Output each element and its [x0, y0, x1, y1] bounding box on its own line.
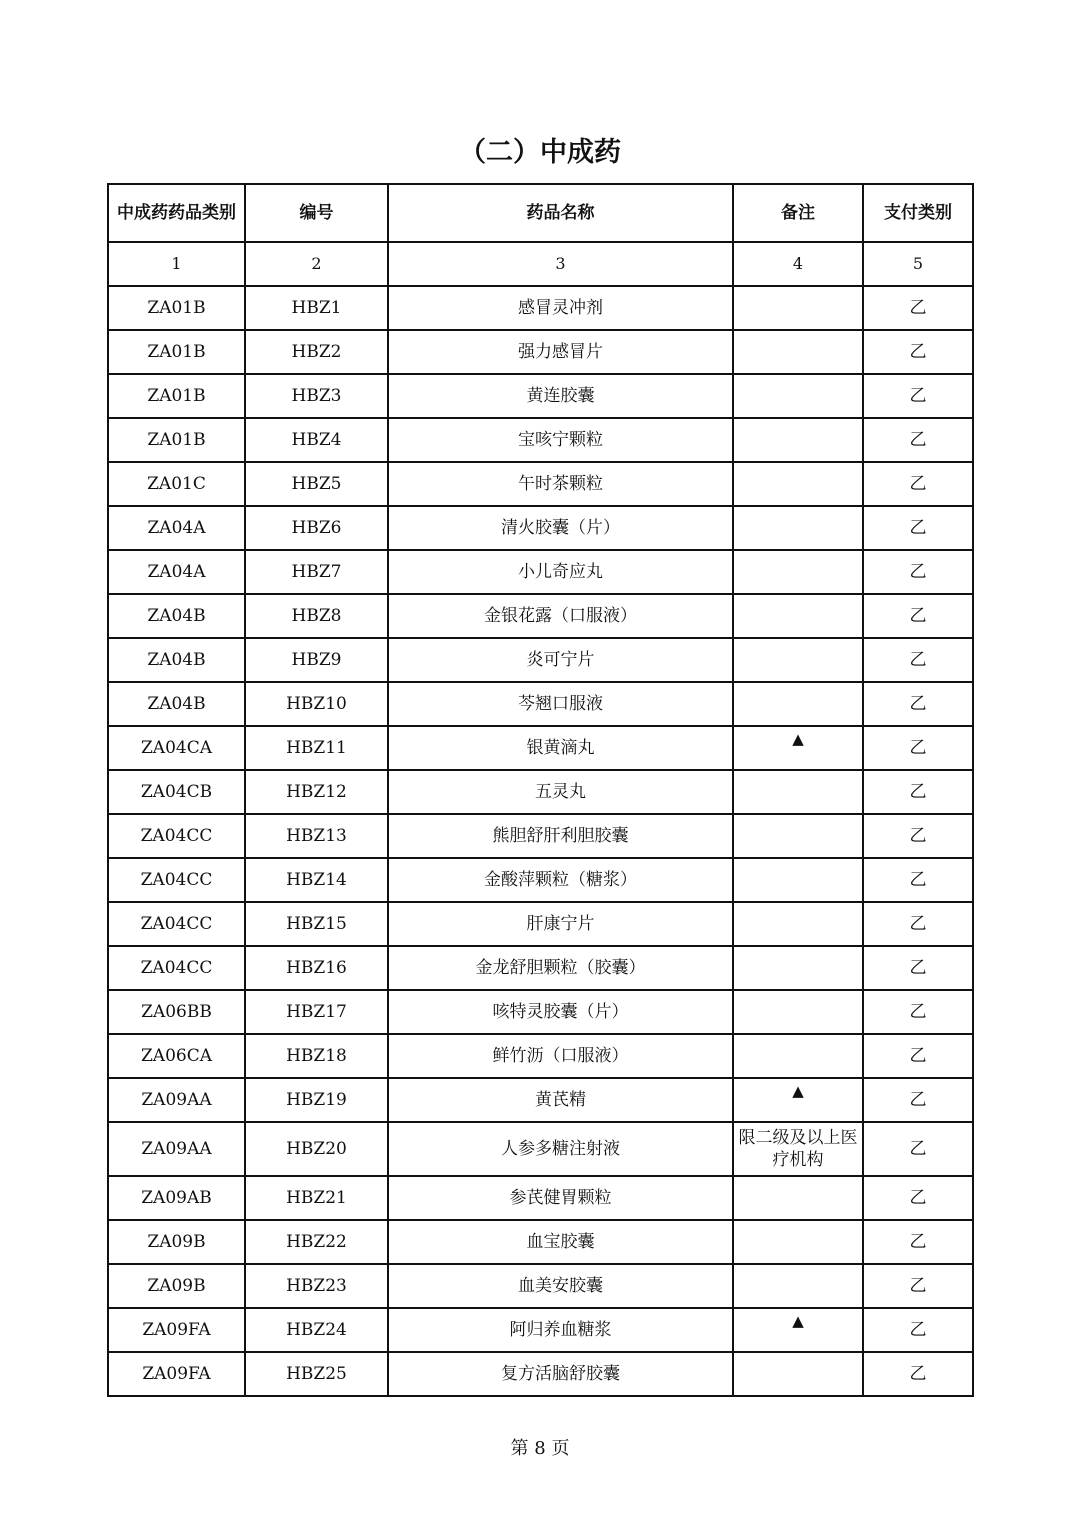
table-row — [108, 1264, 973, 1308]
table-row — [108, 1220, 973, 1264]
category-cell: ZA06BB — [108, 990, 245, 1034]
payment-type-cell: 乙 — [863, 418, 973, 462]
code-cell: HBZ12 — [245, 770, 388, 814]
header-row — [108, 184, 973, 242]
category-cell: ZA04A — [108, 550, 245, 594]
note-cell — [733, 330, 863, 374]
category-cell: ZA09B — [108, 1220, 245, 1264]
code-cell: HBZ13 — [245, 814, 388, 858]
note-cell — [733, 726, 863, 770]
payment-type-cell: 乙 — [863, 1308, 973, 1352]
drug-name-cell: 人参多糖注射液 — [388, 1122, 733, 1176]
column-number: 1 — [108, 242, 245, 286]
note-cell — [733, 550, 863, 594]
drug-name-cell: 芩翘口服液 — [388, 682, 733, 726]
note-cell — [733, 374, 863, 418]
note-cell — [733, 418, 863, 462]
drug-name-cell: 小儿奇应丸 — [388, 550, 733, 594]
table-row — [108, 1034, 973, 1078]
table-row — [108, 594, 973, 638]
column-number: 2 — [245, 242, 388, 286]
category-cell: ZA04CC — [108, 946, 245, 990]
category-cell: ZA09AA — [108, 1078, 245, 1122]
code-cell: HBZ22 — [245, 1220, 388, 1264]
payment-type-cell: 乙 — [863, 726, 973, 770]
table-row — [108, 1078, 973, 1122]
code-cell: HBZ2 — [245, 330, 388, 374]
drug-name-cell: 血宝胶囊 — [388, 1220, 733, 1264]
drug-name-cell: 五灵丸 — [388, 770, 733, 814]
table-body — [108, 286, 973, 1396]
category-cell: ZA09AA — [108, 1122, 245, 1176]
category-cell: ZA04B — [108, 594, 245, 638]
code-cell: HBZ21 — [245, 1176, 388, 1220]
header-payment-type: 支付类别 — [863, 184, 973, 242]
note-cell — [733, 594, 863, 638]
drug-name-cell: 午时茶颗粒 — [388, 462, 733, 506]
table-row — [108, 418, 973, 462]
column-number: 5 — [863, 242, 973, 286]
drug-name-cell: 黄芪精 — [388, 1078, 733, 1122]
category-cell: ZA04CC — [108, 858, 245, 902]
code-cell: HBZ3 — [245, 374, 388, 418]
code-cell: HBZ20 — [245, 1122, 388, 1176]
category-cell: ZA04CC — [108, 902, 245, 946]
category-cell: ZA04CB — [108, 770, 245, 814]
code-cell: HBZ19 — [245, 1078, 388, 1122]
payment-type-cell: 乙 — [863, 770, 973, 814]
payment-type-cell: 乙 — [863, 506, 973, 550]
note-cell — [733, 990, 863, 1034]
category-cell: ZA01B — [108, 286, 245, 330]
table-row — [108, 506, 973, 550]
drug-name-cell: 复方活脑舒胶囊 — [388, 1352, 733, 1396]
note-cell — [733, 682, 863, 726]
payment-type-cell: 乙 — [863, 594, 973, 638]
table-row — [108, 374, 973, 418]
payment-type-cell: 乙 — [863, 638, 973, 682]
drug-name-cell: 宝咳宁颗粒 — [388, 418, 733, 462]
payment-type-cell: 乙 — [863, 990, 973, 1034]
payment-type-cell: 乙 — [863, 1352, 973, 1396]
payment-type-cell: 乙 — [863, 858, 973, 902]
drug-name-cell: 清火胶囊（片） — [388, 506, 733, 550]
table-row — [108, 330, 973, 374]
triangle-marker-icon: ▲ — [792, 1082, 804, 1100]
note-cell — [733, 1078, 863, 1122]
note-cell — [733, 858, 863, 902]
page-title: （二）中成药 — [459, 137, 621, 168]
category-cell: ZA04B — [108, 638, 245, 682]
category-cell: ZA01B — [108, 418, 245, 462]
header-code: 编号 — [245, 184, 388, 242]
payment-type-cell: 乙 — [863, 1034, 973, 1078]
code-cell: HBZ1 — [245, 286, 388, 330]
code-cell: HBZ24 — [245, 1308, 388, 1352]
category-cell: ZA01C — [108, 462, 245, 506]
note-cell — [733, 946, 863, 990]
table-row — [108, 550, 973, 594]
payment-type-cell: 乙 — [863, 1122, 973, 1176]
drug-name-cell: 金龙舒胆颗粒（胶囊） — [388, 946, 733, 990]
note-cell — [733, 1220, 863, 1264]
table-row — [108, 858, 973, 902]
payment-type-cell: 乙 — [863, 814, 973, 858]
drug-name-cell: 咳特灵胶囊（片） — [388, 990, 733, 1034]
note-cell — [733, 1176, 863, 1220]
code-cell: HBZ7 — [245, 550, 388, 594]
column-number: 3 — [388, 242, 733, 286]
triangle-marker-icon: ▲ — [792, 1312, 804, 1330]
code-cell: HBZ17 — [245, 990, 388, 1034]
table-row — [108, 726, 973, 770]
header-category: 中成药药品类别 — [108, 184, 245, 242]
code-cell: HBZ5 — [245, 462, 388, 506]
payment-type-cell: 乙 — [863, 1264, 973, 1308]
drug-name-cell: 强力感冒片 — [388, 330, 733, 374]
code-cell: HBZ6 — [245, 506, 388, 550]
drug-name-cell: 阿归养血糖浆 — [388, 1308, 733, 1352]
table-row — [108, 1122, 973, 1176]
payment-type-cell: 乙 — [863, 946, 973, 990]
drug-name-cell: 鲜竹沥（口服液） — [388, 1034, 733, 1078]
note-cell — [733, 506, 863, 550]
table-row — [108, 946, 973, 990]
payment-type-cell: 乙 — [863, 286, 973, 330]
category-cell: ZA06CA — [108, 1034, 245, 1078]
code-cell: HBZ4 — [245, 418, 388, 462]
column-number-row — [108, 242, 973, 286]
payment-type-cell: 乙 — [863, 902, 973, 946]
category-cell: ZA04CC — [108, 814, 245, 858]
drug-name-cell: 金银花露（口服液） — [388, 594, 733, 638]
drug-name-cell: 参芪健胃颗粒 — [388, 1176, 733, 1220]
header-drug-name: 药品名称 — [388, 184, 733, 242]
category-cell: ZA01B — [108, 374, 245, 418]
code-cell: HBZ14 — [245, 858, 388, 902]
code-cell: HBZ18 — [245, 1034, 388, 1078]
note-cell — [733, 902, 863, 946]
table-row — [108, 990, 973, 1034]
table-row — [108, 462, 973, 506]
note-cell — [733, 1352, 863, 1396]
note-cell — [733, 1308, 863, 1352]
code-cell: HBZ11 — [245, 726, 388, 770]
column-number: 4 — [733, 242, 863, 286]
table-row — [108, 902, 973, 946]
note-cell — [733, 1034, 863, 1078]
note-cell — [733, 462, 863, 506]
drug-name-cell: 黄连胶囊 — [388, 374, 733, 418]
payment-type-cell: 乙 — [863, 682, 973, 726]
category-cell: ZA09FA — [108, 1352, 245, 1396]
drug-table — [107, 183, 974, 1397]
category-cell: ZA04A — [108, 506, 245, 550]
payment-type-cell: 乙 — [863, 1220, 973, 1264]
table-row — [108, 814, 973, 858]
table-row — [108, 286, 973, 330]
drug-name-cell: 熊胆舒肝利胆胶囊 — [388, 814, 733, 858]
note-cell — [733, 1264, 863, 1308]
header-note: 备注 — [733, 184, 863, 242]
payment-type-cell: 乙 — [863, 374, 973, 418]
table-row — [108, 1308, 973, 1352]
note-cell — [733, 814, 863, 858]
code-cell: HBZ9 — [245, 638, 388, 682]
category-cell: ZA09FA — [108, 1308, 245, 1352]
triangle-marker-icon: ▲ — [792, 730, 804, 748]
category-cell: ZA04B — [108, 682, 245, 726]
drug-name-cell: 金酸萍颗粒（糖浆） — [388, 858, 733, 902]
payment-type-cell: 乙 — [863, 1176, 973, 1220]
page-number: 第 8 页 — [510, 1438, 570, 1459]
drug-name-cell: 银黄滴丸 — [388, 726, 733, 770]
table-row — [108, 1176, 973, 1220]
table-row — [108, 682, 973, 726]
drug-name-cell: 血美安胶囊 — [388, 1264, 733, 1308]
note-cell: 限二级及以上医疗机构 — [733, 1122, 863, 1176]
code-cell: HBZ25 — [245, 1352, 388, 1396]
category-cell: ZA04CA — [108, 726, 245, 770]
table-row — [108, 638, 973, 682]
drug-name-cell: 炎可宁片 — [388, 638, 733, 682]
table-row — [108, 770, 973, 814]
drug-name-cell: 肝康宁片 — [388, 902, 733, 946]
note-cell — [733, 286, 863, 330]
payment-type-cell: 乙 — [863, 1078, 973, 1122]
payment-type-cell: 乙 — [863, 550, 973, 594]
category-cell: ZA09AB — [108, 1176, 245, 1220]
category-cell: ZA01B — [108, 330, 245, 374]
note-cell — [733, 770, 863, 814]
code-cell: HBZ8 — [245, 594, 388, 638]
code-cell: HBZ16 — [245, 946, 388, 990]
note-cell — [733, 638, 863, 682]
category-cell: ZA09B — [108, 1264, 245, 1308]
code-cell: HBZ15 — [245, 902, 388, 946]
code-cell: HBZ23 — [245, 1264, 388, 1308]
payment-type-cell: 乙 — [863, 462, 973, 506]
payment-type-cell: 乙 — [863, 330, 973, 374]
table-row — [108, 1352, 973, 1396]
drug-name-cell: 感冒灵冲剂 — [388, 286, 733, 330]
code-cell: HBZ10 — [245, 682, 388, 726]
